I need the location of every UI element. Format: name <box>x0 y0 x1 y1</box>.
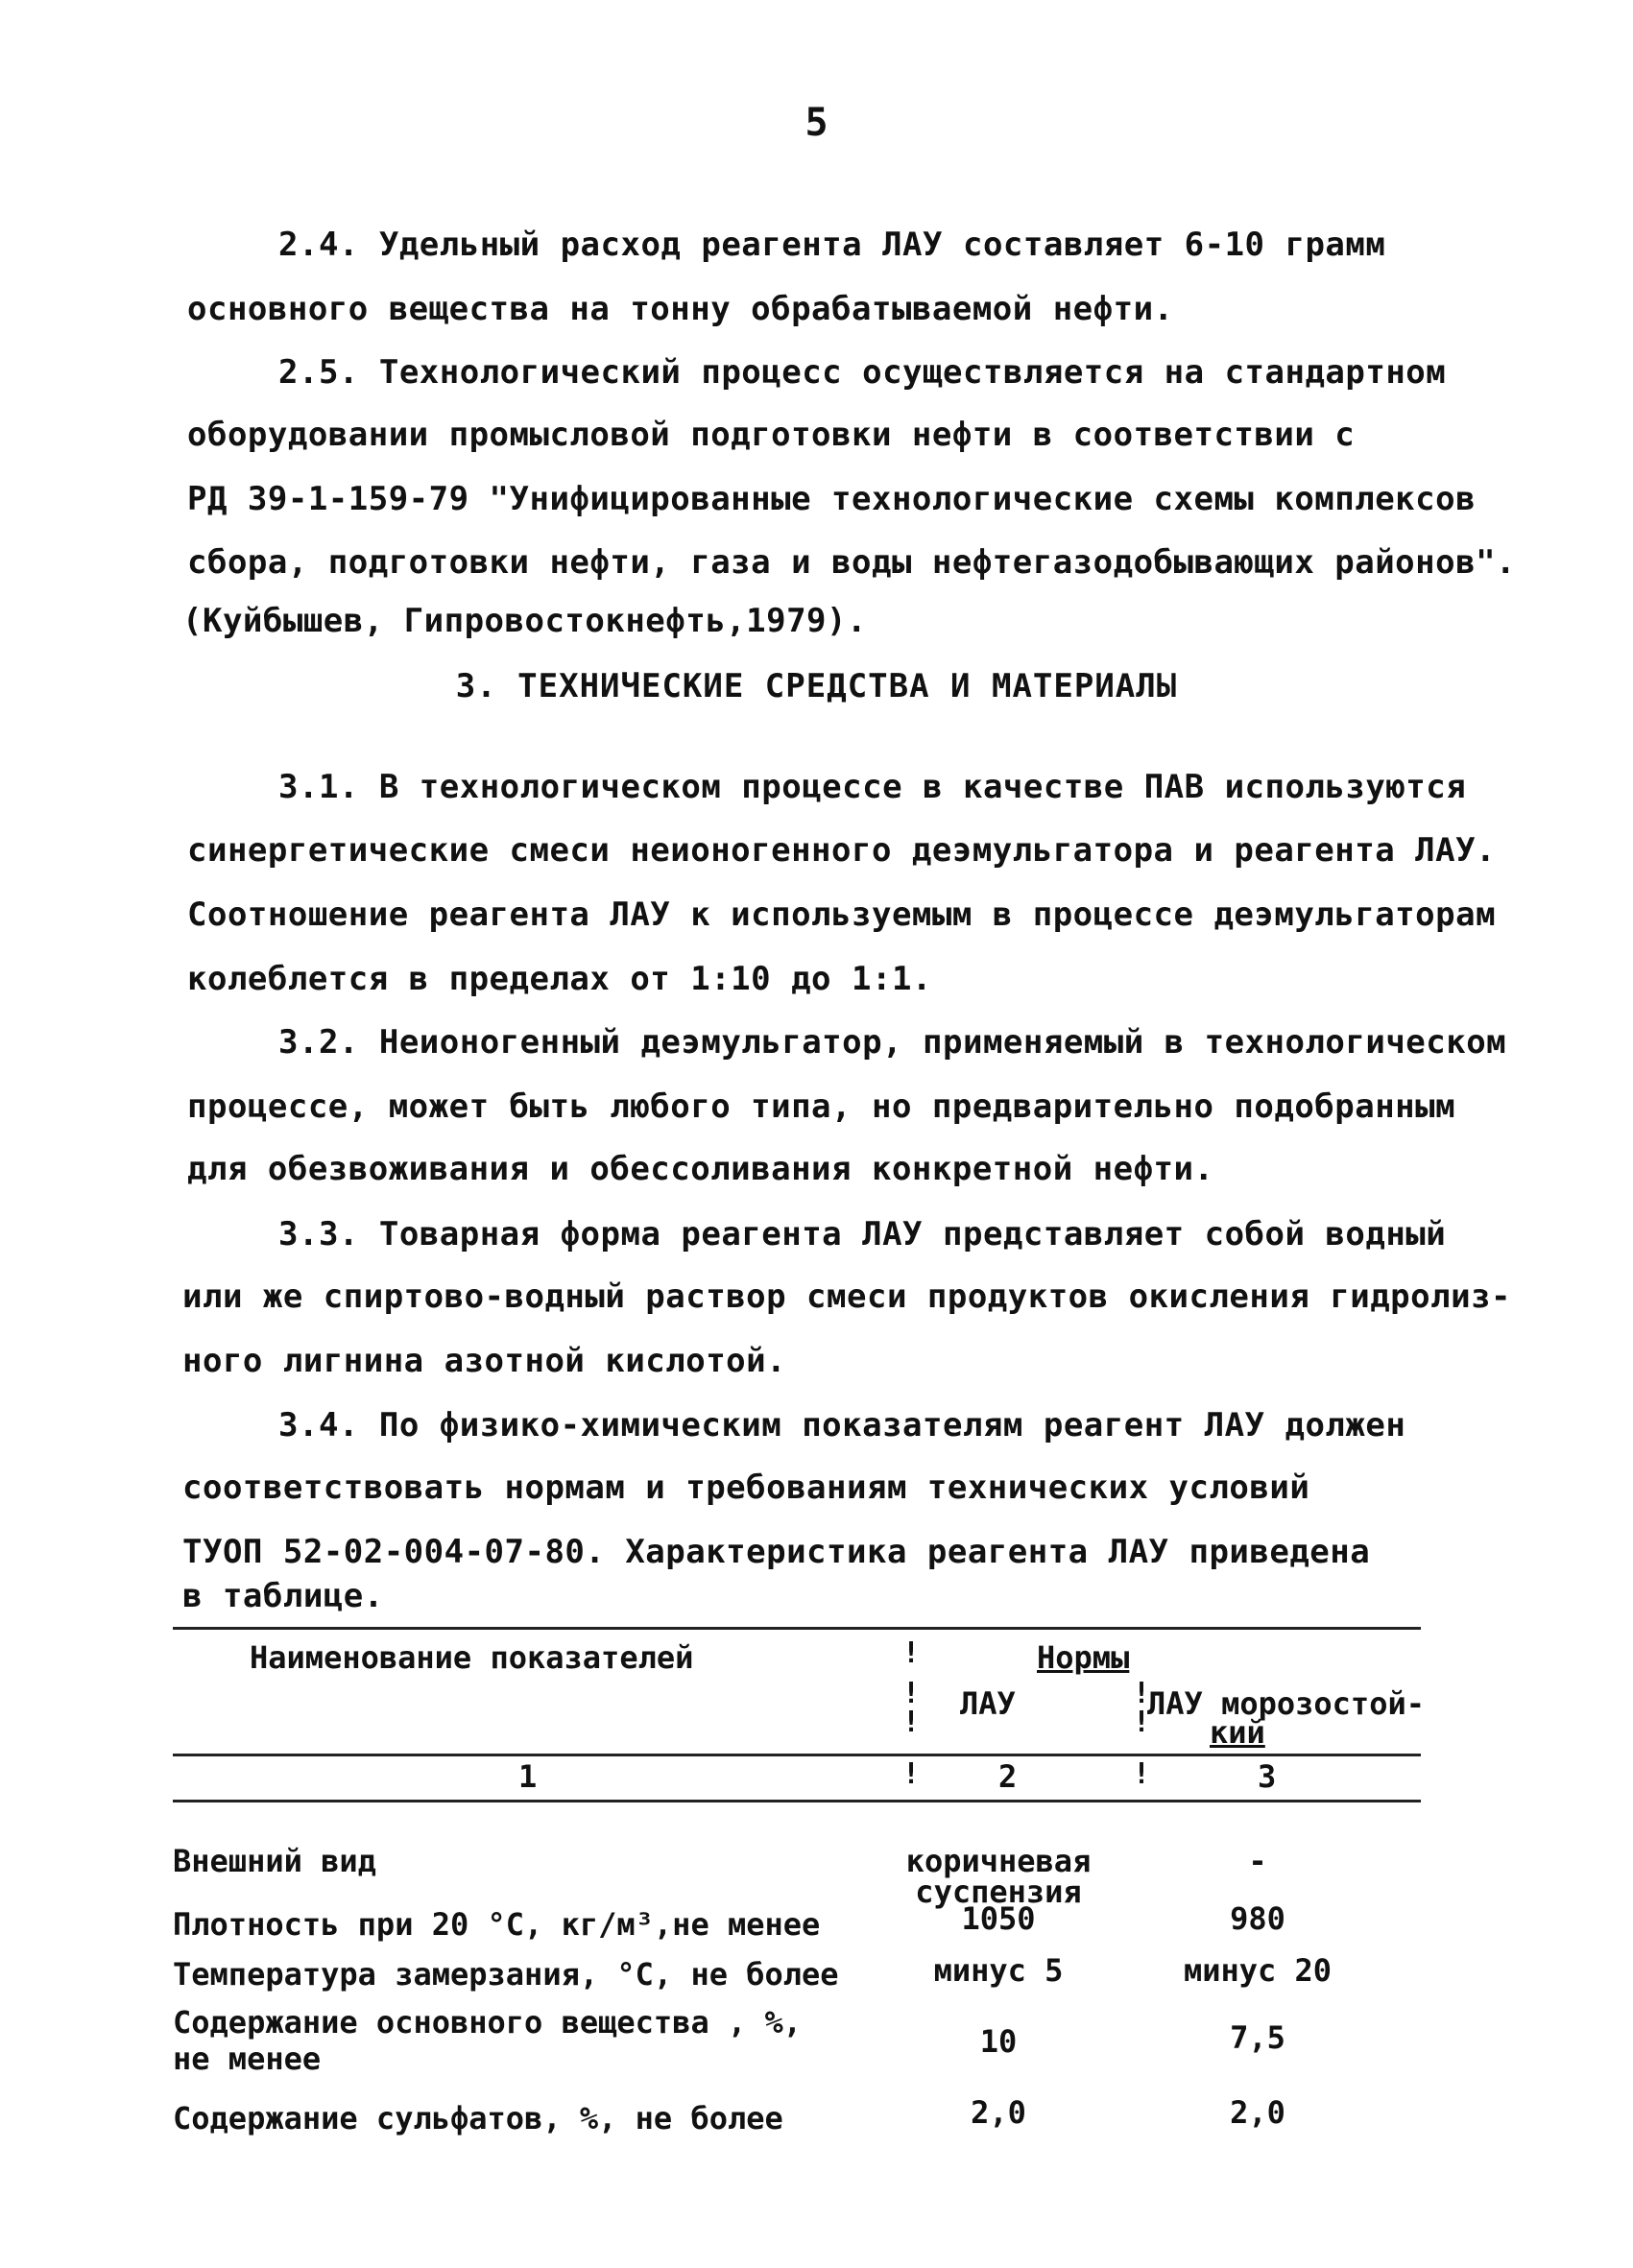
row-frost-value: минус 20 <box>1183 1952 1333 1989</box>
row-lau-value: коричневая <box>905 1843 1092 1879</box>
row-frost-value: 7,5 <box>1230 2019 1285 2056</box>
row-frost-value: - <box>1248 1843 1267 1879</box>
row-name: Содержание сульфатов, %, не более <box>173 2100 783 2137</box>
row-lau-value-cont: суспензия <box>915 1874 1082 1910</box>
col-num-1: 1 <box>518 1758 538 1795</box>
reagent-table <box>173 1627 1425 2164</box>
paragraph-line: 3.3. Товарная форма реагента ЛАУ представляет собой водный <box>278 1215 1447 1253</box>
header-name: Наименование показателей <box>250 1639 694 1676</box>
paragraph-line: или же спиртово-водный раствор смеси продуктов окисления гидролиз- <box>182 1277 1512 1316</box>
paragraph-line: для обезвоживания и обессоливания конкретной нефти. <box>187 1150 1214 1188</box>
row-frost-value: 980 <box>1230 1900 1285 1937</box>
paragraph-line: колеблется в пределах от 1:10 до 1:1. <box>187 960 932 998</box>
header-lau-frost: ЛАУ морозостой- <box>1147 1685 1425 1722</box>
paragraph-line: 3.4. По физико-химическим показателям реагент ЛАУ должен <box>278 1406 1406 1444</box>
row-lau-value: 1050 <box>961 1900 1036 1937</box>
header-norms: Нормы <box>1037 1639 1130 1676</box>
row-lau-value: минус 5 <box>933 1952 1064 1989</box>
row-lau-value: 10 <box>979 2023 1018 2060</box>
paragraph-line: Соотношение реагента ЛАУ к используемым в процессе деэмульгаторам <box>187 895 1497 934</box>
section-heading: 3. ТЕХНИЧЕСКИЕ СРЕДСТВА И МАТЕРИАЛЫ <box>455 667 1178 705</box>
column-divider: ! <box>902 1706 921 1739</box>
page-number: 5 <box>804 101 829 145</box>
paragraph-line: процессе, может быть любого типа, но предварительно подобранным <box>187 1087 1456 1126</box>
col-num-2: 2 <box>998 1758 1018 1795</box>
paragraph-line: РД 39-1-159-79 "Унифицированные технологические схемы комплексов <box>187 480 1477 518</box>
column-divider: ! <box>902 1677 921 1710</box>
table-top-rule <box>173 1627 1421 1630</box>
paragraph-line: синергетические смеси неионогенного деэмульгатора и реагента ЛАУ. <box>187 831 1497 870</box>
paragraph-line: оборудовании промысловой подготовки нефти в соответствии с <box>187 416 1356 454</box>
column-divider: ! <box>1133 1757 1151 1791</box>
paragraph-line: 2.4. Удельный расход реагента ЛАУ составляет 6-10 грамм <box>278 226 1386 264</box>
column-divider: ! <box>902 1757 921 1791</box>
row-name: Плотность при 20 °C, кг/м³,не менее <box>173 1906 821 1943</box>
paragraph-line: ного лигнина азотной кислотой. <box>182 1342 787 1380</box>
paragraph-line: основного вещества на тонну обрабатываемой нефти. <box>187 290 1174 328</box>
header-lau-frost-cont: кий <box>1210 1714 1265 1751</box>
paragraph-line: 2.5. Технологический процесс осуществляется на стандартном <box>278 353 1447 392</box>
column-divider: ! <box>902 1636 921 1670</box>
paragraph-line: соответствовать нормам и требованиям технических условий <box>182 1468 1310 1507</box>
column-divider: ! <box>1133 1706 1151 1739</box>
row-name: Температура замерзания, °C, не более <box>173 1956 839 1993</box>
paragraph-line: сбора, подготовки нефти, газа и воды нефтегазодобывающих районов". <box>187 543 1517 582</box>
row-name-cont: не менее <box>173 2041 322 2077</box>
row-name: Внешний вид <box>173 1843 376 1879</box>
paragraph-line: (Куйбышев, Гипровостокнефть,1979). <box>182 602 867 640</box>
row-frost-value: 2,0 <box>1230 2094 1285 2131</box>
paragraph-line: 3.1. В технологическом процессе в качестве ПАВ используются <box>278 768 1467 806</box>
table-numbering-rule <box>173 1800 1421 1802</box>
column-divider: ! <box>1133 1677 1151 1710</box>
row-lau-value: 2,0 <box>971 2094 1026 2131</box>
header-lau: ЛАУ <box>960 1685 1016 1722</box>
table-header-rule <box>173 1754 1421 1756</box>
row-name: Содержание основного вещества , %, <box>173 2004 803 2041</box>
paragraph-line: ТУОП 52-02-004-07-80. Характеристика реагента ЛАУ приведена <box>182 1533 1371 1571</box>
paragraph-line: в таблице. <box>182 1577 384 1615</box>
paragraph-line: 3.2. Неионогенный деэмульгатор, применяемый в технологическом <box>278 1023 1507 1062</box>
col-num-3: 3 <box>1258 1758 1277 1795</box>
